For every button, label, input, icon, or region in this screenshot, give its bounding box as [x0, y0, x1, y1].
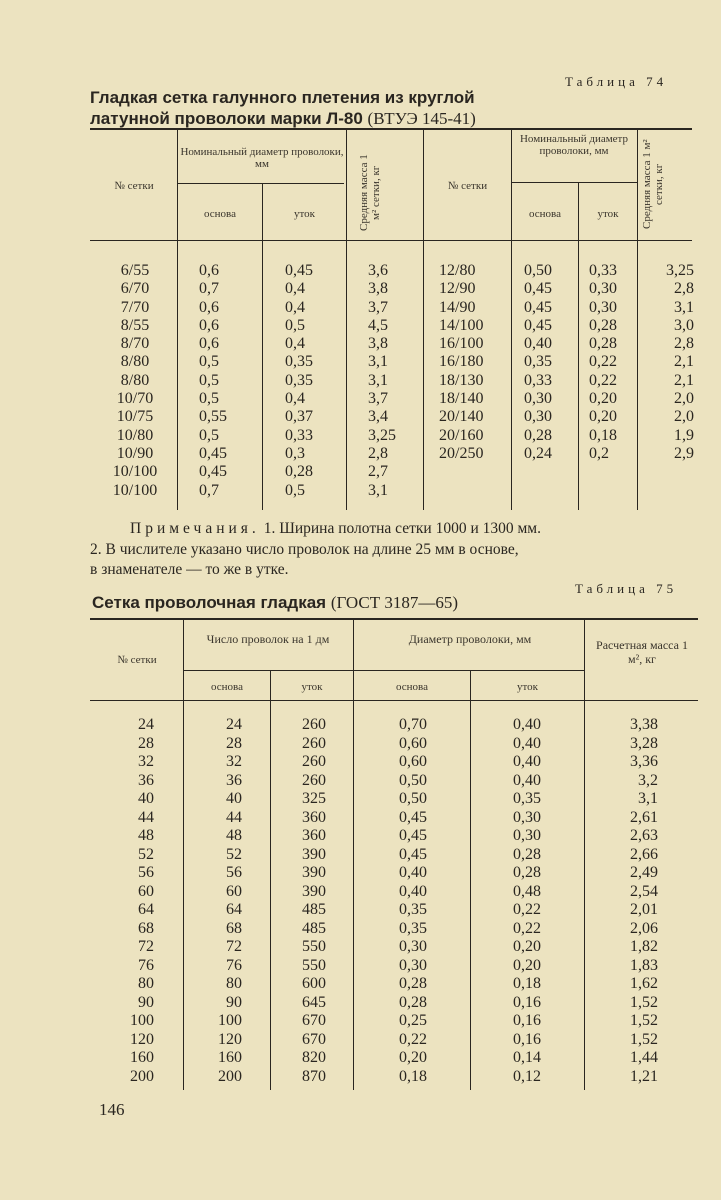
table-cell: 0,55: [199, 408, 227, 426]
table-cell: 2,63: [630, 827, 658, 844]
table-cell: 44: [138, 808, 154, 826]
table-cell: 20/140: [439, 408, 484, 426]
table-cell: 20/160: [439, 426, 484, 444]
table-cell: 0,35: [285, 353, 313, 371]
table-cell: 16/100: [439, 335, 484, 353]
table-cell: 3,38: [630, 716, 658, 733]
table-75-mesh-column: [100, 716, 154, 1086]
table-75-header-calc-mass: Расчетная масса 1 м², кг: [596, 638, 688, 666]
table-cell: 0,40: [513, 734, 541, 752]
table-cell: 0,4: [285, 335, 305, 353]
table-cell: 80: [226, 975, 242, 992]
table-cell: 1,82: [630, 938, 658, 955]
table-cell: 0,45: [285, 262, 313, 279]
table-74-right-warp-column: [524, 262, 576, 463]
table-cell: 0,28: [589, 316, 617, 334]
table-cell: 0,40: [513, 753, 541, 770]
table-cell: 8/80: [120, 371, 150, 389]
table-cell: 0,33: [524, 371, 552, 389]
table-cell: 8/55: [120, 316, 150, 334]
table-75-label: Таблица 75: [575, 581, 678, 596]
table-cell: 18/130: [439, 371, 484, 389]
table-cell: 76: [226, 956, 242, 974]
table-cell: 0,45: [399, 827, 427, 844]
table-74-notes-line2: 2. В числителе указано число проволок на длине 25 мм в основе,: [90, 541, 519, 558]
table-cell: 2,66: [630, 845, 658, 863]
table-cell: 0,4: [285, 280, 305, 298]
table-cell: 72: [138, 938, 154, 955]
table-cell: 0,30: [589, 280, 617, 298]
table-cell: 0,5: [199, 426, 219, 444]
table-cell: 0,5: [199, 371, 219, 389]
table-cell: 260: [302, 771, 326, 789]
table-cell: 260: [302, 753, 326, 770]
table-cell: 0,20: [589, 390, 617, 408]
table-cell: 0,60: [399, 753, 427, 770]
table-cell: 44: [226, 808, 242, 826]
table-75-header-diam-weft: уток: [516, 681, 538, 693]
table-75-title: [92, 592, 458, 613]
table-cell: 3,2: [638, 771, 658, 789]
table-cell: 645: [302, 993, 326, 1011]
table-cell: 0,28: [399, 993, 427, 1011]
table-cell: 12/80: [439, 262, 476, 279]
table-74-right-mesh-column: [439, 262, 511, 463]
table-cell: 0,40: [524, 335, 552, 353]
table-cell: 100: [218, 1012, 242, 1029]
table-cell: 390: [302, 864, 326, 881]
table-75-header-rule: [90, 700, 698, 701]
table-74-header-weft: уток: [293, 208, 315, 220]
table-cell: 68: [138, 919, 154, 937]
table-cell: 14/90: [439, 298, 476, 316]
table-74-header-mesh-no: № сетки: [114, 180, 154, 192]
table-cell: 48: [138, 827, 154, 844]
table-cell: 0,50: [399, 790, 427, 807]
table-cell: 0,45: [399, 845, 427, 863]
table-cell: 0,40: [399, 882, 427, 900]
table-75-diam-warp-column: [378, 716, 448, 1086]
table-cell: 3,1: [674, 298, 694, 316]
table-cell: 3,1: [368, 371, 388, 389]
table-cell: 2,8: [368, 444, 388, 462]
table-cell: 0,45: [199, 444, 227, 462]
table-74-left-mass-column: [368, 262, 422, 500]
table-cell: 60: [138, 882, 154, 900]
table-cell: 160: [218, 1049, 242, 1066]
table-cell: 0,16: [513, 1030, 541, 1048]
table-cell: 0,50: [524, 262, 552, 279]
table-cell: 820: [302, 1049, 326, 1066]
table-cell: 3,28: [630, 734, 658, 752]
table-cell: 0,45: [524, 316, 552, 334]
table-cell: 360: [302, 808, 326, 826]
table-cell: 3,1: [638, 790, 658, 807]
table-cell: 2,49: [630, 864, 658, 881]
table-74-header-warp-right: основа: [529, 208, 561, 220]
table-75-diam-weft-column: [492, 716, 562, 1086]
table-74-vrule-5: [511, 128, 512, 510]
table-cell: 3,36: [630, 753, 658, 770]
table-cell: 0,22: [513, 919, 541, 937]
table-cell: 0,5: [199, 390, 219, 408]
table-cell: 1,52: [630, 993, 658, 1011]
table-cell: 160: [130, 1049, 154, 1066]
table-75-top-rule: [90, 618, 698, 620]
table-cell: 2,06: [630, 919, 658, 937]
notes-text-1: 1. Ширина полотна сетки 1000 и 1300 мм.: [263, 520, 541, 537]
table-cell: 3,7: [368, 390, 388, 408]
table-cell: 90: [138, 993, 154, 1011]
table-74-header-avg-mass-right: Средняя масса 1 м² сетки, кг: [641, 139, 665, 229]
table-cell: 0,5: [285, 316, 305, 334]
table-cell: 2,9: [674, 444, 694, 462]
table-cell: 52: [226, 845, 242, 863]
table-cell: 3,0: [674, 316, 694, 334]
table-cell: 2,7: [368, 463, 388, 481]
table-cell: 0,25: [399, 1012, 427, 1029]
table-cell: 14/100: [439, 316, 484, 334]
table-cell: 3,25: [368, 426, 396, 444]
table-cell: 0,7: [199, 280, 219, 298]
table-74-vrule-3: [346, 128, 347, 510]
table-cell: 0,2: [589, 444, 609, 462]
table-cell: 360: [302, 827, 326, 844]
table-cell: 485: [302, 919, 326, 937]
table-cell: 10/70: [116, 390, 154, 408]
table-cell: 2,8: [674, 335, 694, 353]
table-cell: 1,44: [630, 1049, 658, 1066]
table-cell: 2,8: [674, 280, 694, 298]
table-74-header-avg-mass: Средняя масса 1 м² сетки, кг: [358, 154, 382, 232]
table-cell: 36: [138, 771, 154, 789]
table-75-vrule-2: [270, 670, 271, 1090]
table-cell: 0,6: [199, 316, 219, 334]
table-cell: 0,35: [513, 790, 541, 807]
table-cell: 0,18: [513, 975, 541, 992]
table-cell: 3,1: [368, 353, 388, 371]
table-cell: 670: [302, 1012, 326, 1029]
table-cell: 18/140: [439, 390, 484, 408]
table-cell: 1,52: [630, 1012, 658, 1029]
table-cell: 870: [302, 1067, 326, 1085]
table-cell: 0,6: [199, 262, 219, 279]
table-75-header-wire-count: Число проволок на 1 дм: [206, 632, 330, 646]
table-cell: 16/180: [439, 353, 484, 371]
table-cell: 56: [226, 864, 242, 881]
table-cell: 2,61: [630, 808, 658, 826]
table-cell: 670: [302, 1030, 326, 1048]
table-cell: 0,30: [513, 808, 541, 826]
table-75-mass-column: [600, 716, 658, 1086]
table-cell: 0,4: [285, 298, 305, 316]
table-74-title-line2-bold: латунной проволоки марки Л-80: [90, 109, 363, 128]
table-cell: 0,20: [513, 938, 541, 955]
table-cell: 0,22: [589, 371, 617, 389]
table-cell: 0,18: [399, 1067, 427, 1085]
table-74-vrule-7: [637, 128, 638, 510]
table-cell: 0,7: [199, 481, 219, 499]
table-cell: 72: [226, 938, 242, 955]
table-cell: 64: [226, 901, 242, 918]
table-cell: 12/90: [439, 280, 476, 298]
table-cell: 2,01: [630, 901, 658, 918]
table-cell: 3,25: [666, 262, 694, 279]
table-74-vrule-1: [177, 128, 178, 510]
table-74-right-weft-column: [589, 262, 637, 463]
table-74-vrule-2: [262, 183, 263, 510]
table-cell: 0,20: [399, 1049, 427, 1066]
table-cell: 0,6: [199, 298, 219, 316]
table-cell: 24: [138, 716, 154, 733]
table-cell: 36: [226, 771, 242, 789]
table-cell: 32: [226, 753, 242, 770]
table-cell: 2,1: [674, 353, 694, 371]
table-cell: 0,18: [589, 426, 617, 444]
table-74-top-rule: [90, 128, 692, 130]
table-cell: 0,30: [399, 938, 427, 955]
table-75-count-weft-column: [272, 716, 326, 1086]
table-cell: 0,28: [589, 335, 617, 353]
table-cell: 0,4: [285, 390, 305, 408]
table-cell: 0,16: [513, 993, 541, 1011]
table-cell: 0,30: [524, 408, 552, 426]
table-cell: 0,3: [285, 444, 305, 462]
table-cell: 325: [302, 790, 326, 807]
table-cell: 0,48: [513, 882, 541, 900]
table-cell: 390: [302, 845, 326, 863]
table-cell: 0,22: [399, 1030, 427, 1048]
table-cell: 0,22: [589, 353, 617, 371]
table-cell: 0,5: [199, 353, 219, 371]
table-75-header-wire-diameter: Диаметр проволоки, мм: [408, 632, 532, 646]
table-cell: 0,37: [285, 408, 313, 426]
table-74-header-warp: основа: [204, 208, 236, 220]
table-cell: 60: [226, 882, 242, 900]
table-cell: 0,28: [524, 426, 552, 444]
table-75-header-mesh-no: № сетки: [117, 654, 157, 666]
table-cell: 2,54: [630, 882, 658, 900]
table-74-label: Таблица 74: [565, 74, 668, 89]
table-cell: 0,30: [399, 956, 427, 974]
table-cell: 80: [138, 975, 154, 992]
table-cell: 0,28: [513, 864, 541, 881]
table-cell: 10/100: [112, 463, 158, 481]
table-cell: 0,50: [399, 771, 427, 789]
table-74-header-rule: [90, 240, 692, 241]
table-cell: 2,0: [674, 408, 694, 426]
table-cell: 3,6: [368, 262, 388, 279]
table-cell: 0,30: [524, 390, 552, 408]
table-cell: 1,83: [630, 956, 658, 974]
table-cell: 0,28: [513, 845, 541, 863]
table-cell: 0,5: [285, 481, 305, 499]
table-cell: 0,20: [513, 956, 541, 974]
table-cell: 2,0: [674, 390, 694, 408]
table-cell: 1,62: [630, 975, 658, 992]
table-cell: 3,8: [368, 335, 388, 353]
table-cell: 40: [226, 790, 242, 807]
table-cell: 4,5: [368, 316, 388, 334]
table-cell: 10/90: [116, 444, 154, 462]
table-cell: 200: [218, 1067, 242, 1085]
table-74-title-line2: [90, 108, 476, 129]
table-cell: 2,1: [674, 371, 694, 389]
table-cell: 0,33: [285, 426, 313, 444]
table-cell: 10/75: [116, 408, 154, 426]
table-74-header-nominal-diameter-right: Номинальный диаметр проволоки, мм: [519, 133, 629, 157]
table-cell: 90: [226, 993, 242, 1011]
table-74-title: [90, 87, 476, 129]
table-cell: 0,30: [589, 298, 617, 316]
table-cell: 0,16: [513, 1012, 541, 1029]
table-75-vrule-4: [470, 670, 471, 1090]
table-cell: 68: [226, 919, 242, 937]
table-cell: 0,20: [589, 408, 617, 426]
notes-prefix: Примечания.: [130, 520, 260, 537]
table-cell: 0,24: [524, 444, 552, 462]
table-74-header-nominal-diameter: Номинальный диаметр проволоки, мм: [180, 146, 344, 170]
table-cell: 32: [138, 753, 154, 770]
table-74-header-mesh-no-right: № сетки: [447, 180, 488, 192]
table-74-right-mass-column: [640, 262, 694, 463]
table-cell: 64: [138, 901, 154, 918]
table-74-title-line1: Гладкая сетка галунного плетения из круглой: [90, 88, 475, 107]
table-cell: 8/70: [120, 335, 150, 353]
table-cell: 600: [302, 975, 326, 992]
table-cell: 28: [226, 734, 242, 752]
table-75-header-count-weft: уток: [301, 681, 323, 693]
table-cell: 52: [138, 845, 154, 863]
table-cell: 20/250: [439, 444, 484, 462]
table-cell: 0,45: [524, 280, 552, 298]
table-cell: 48: [226, 827, 242, 844]
table-cell: 0,40: [399, 864, 427, 881]
table-cell: 3,8: [368, 280, 388, 298]
table-cell: 0,45: [199, 463, 227, 481]
table-75-subheader-rule: [184, 670, 584, 671]
table-cell: 3,7: [368, 298, 388, 316]
table-cell: 6/55: [120, 262, 150, 279]
table-75-header-count-warp: основа: [211, 681, 243, 693]
table-cell: 3,1: [368, 481, 388, 499]
table-74-title-line2-plain: (ВТУЭ 145-41): [367, 109, 476, 128]
table-cell: 7/70: [120, 298, 150, 316]
table-74-header-weft-right: уток: [597, 208, 619, 220]
table-cell: 10/100: [112, 481, 158, 499]
table-cell: 6/70: [120, 280, 150, 298]
table-cell: 260: [302, 734, 326, 752]
table-cell: 0,22: [513, 901, 541, 918]
table-cell: 0,35: [399, 919, 427, 937]
page-number: 146: [99, 1100, 125, 1119]
table-75-count-warp-column: [190, 716, 242, 1086]
table-cell: 100: [130, 1012, 154, 1029]
table-cell: 550: [302, 956, 326, 974]
table-74-vrule-6: [578, 182, 579, 510]
table-cell: 120: [130, 1030, 154, 1048]
table-74-left-mesh-column: [96, 262, 174, 500]
table-cell: 0,14: [513, 1049, 541, 1066]
table-cell: 0,60: [399, 734, 427, 752]
table-cell: 56: [138, 864, 154, 881]
table-cell: 0,28: [399, 975, 427, 992]
table-cell: 40: [138, 790, 154, 807]
table-cell: 28: [138, 734, 154, 752]
table-74-left-subheader-rule: [178, 183, 344, 184]
table-cell: 0,40: [513, 716, 541, 733]
table-cell: 0,12: [513, 1067, 541, 1085]
table-74-left-weft-column: [285, 262, 343, 500]
table-cell: 3,4: [368, 408, 388, 426]
table-74-notes-line1: [130, 520, 541, 538]
table-cell: 260: [302, 716, 326, 733]
table-cell: 1,21: [630, 1067, 658, 1085]
table-cell: 0,40: [513, 771, 541, 789]
table-cell: 24: [226, 716, 242, 733]
table-cell: 8/80: [120, 353, 150, 371]
table-cell: 0,45: [399, 808, 427, 826]
table-cell: 485: [302, 901, 326, 918]
table-cell: 550: [302, 938, 326, 955]
table-74-notes-line3: в знаменателе — то же в утке.: [90, 561, 289, 578]
table-cell: 76: [138, 956, 154, 974]
table-cell: 0,35: [399, 901, 427, 918]
table-74-left-warp-column: [199, 262, 259, 500]
table-75-vrule-5: [584, 618, 585, 1090]
table-cell: 0,45: [524, 298, 552, 316]
table-75-title-bold: Сетка проволочная гладкая: [92, 593, 327, 612]
table-cell: 120: [218, 1030, 242, 1048]
table-cell: 0,28: [285, 463, 313, 481]
table-cell: 390: [302, 882, 326, 900]
table-cell: 0,35: [285, 371, 313, 389]
table-cell: 0,6: [199, 335, 219, 353]
table-cell: 1,52: [630, 1030, 658, 1048]
table-cell: 1,9: [674, 426, 694, 444]
table-cell: 0,70: [399, 716, 427, 733]
table-cell: 0,33: [589, 262, 617, 279]
table-cell: 0,35: [524, 353, 552, 371]
table-74-right-subheader-rule: [511, 182, 637, 183]
table-cell: 0,30: [513, 827, 541, 844]
table-cell: 200: [130, 1067, 154, 1085]
table-75-header-diam-warp: основа: [396, 681, 428, 693]
table-cell: 10/80: [116, 426, 154, 444]
table-75-title-plain: (ГОСТ 3187—65): [330, 593, 459, 612]
